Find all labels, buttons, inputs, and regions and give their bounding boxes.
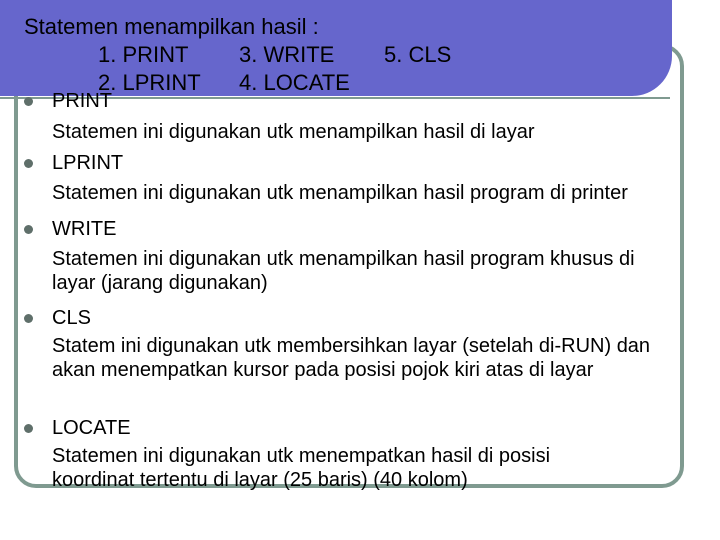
- slide-title: Statemen menampilkan hasil :: [24, 14, 319, 39]
- command-print: 1. PRINT: [98, 42, 189, 67]
- bullet-icon: [24, 314, 33, 323]
- item-heading: CLS: [52, 307, 91, 329]
- item-heading: PRINT: [52, 90, 112, 112]
- item-description: Statemen ini digunakan utk menampilkan hasil program khusus di layar (jarang digunakan): [52, 248, 635, 294]
- bullet-icon: [24, 225, 33, 234]
- item-heading: LOCATE: [52, 417, 131, 439]
- item-heading: LPRINT: [52, 152, 124, 174]
- item-description: Statemen ini digunakan utk menampilkan hasil di layar: [52, 121, 535, 143]
- item-heading: WRITE: [52, 218, 117, 240]
- command-locate: 4. LOCATE: [239, 70, 350, 95]
- bullet-icon: [24, 159, 33, 168]
- command-write: 3. WRITE: [239, 42, 335, 67]
- item-description: Statemen ini digunakan utk menampilkan hasil program di printer: [52, 182, 628, 204]
- command-cls: 5. CLS: [384, 42, 452, 67]
- item-description: Statem ini digunakan utk membersihkan layar (setelah di-RUN) dan akan menempatkan kursor pada posisi pojok kiri atas di layar: [52, 335, 651, 381]
- bullet-icon: [24, 424, 33, 433]
- bullet-icon: [24, 97, 33, 106]
- item-description: Statemen ini digunakan utk menempatkan hasil di posisi koordinat tertentu di layar (25 baris) (40 kolom): [52, 445, 551, 491]
- command-lprint: 2. LPRINT: [98, 70, 201, 95]
